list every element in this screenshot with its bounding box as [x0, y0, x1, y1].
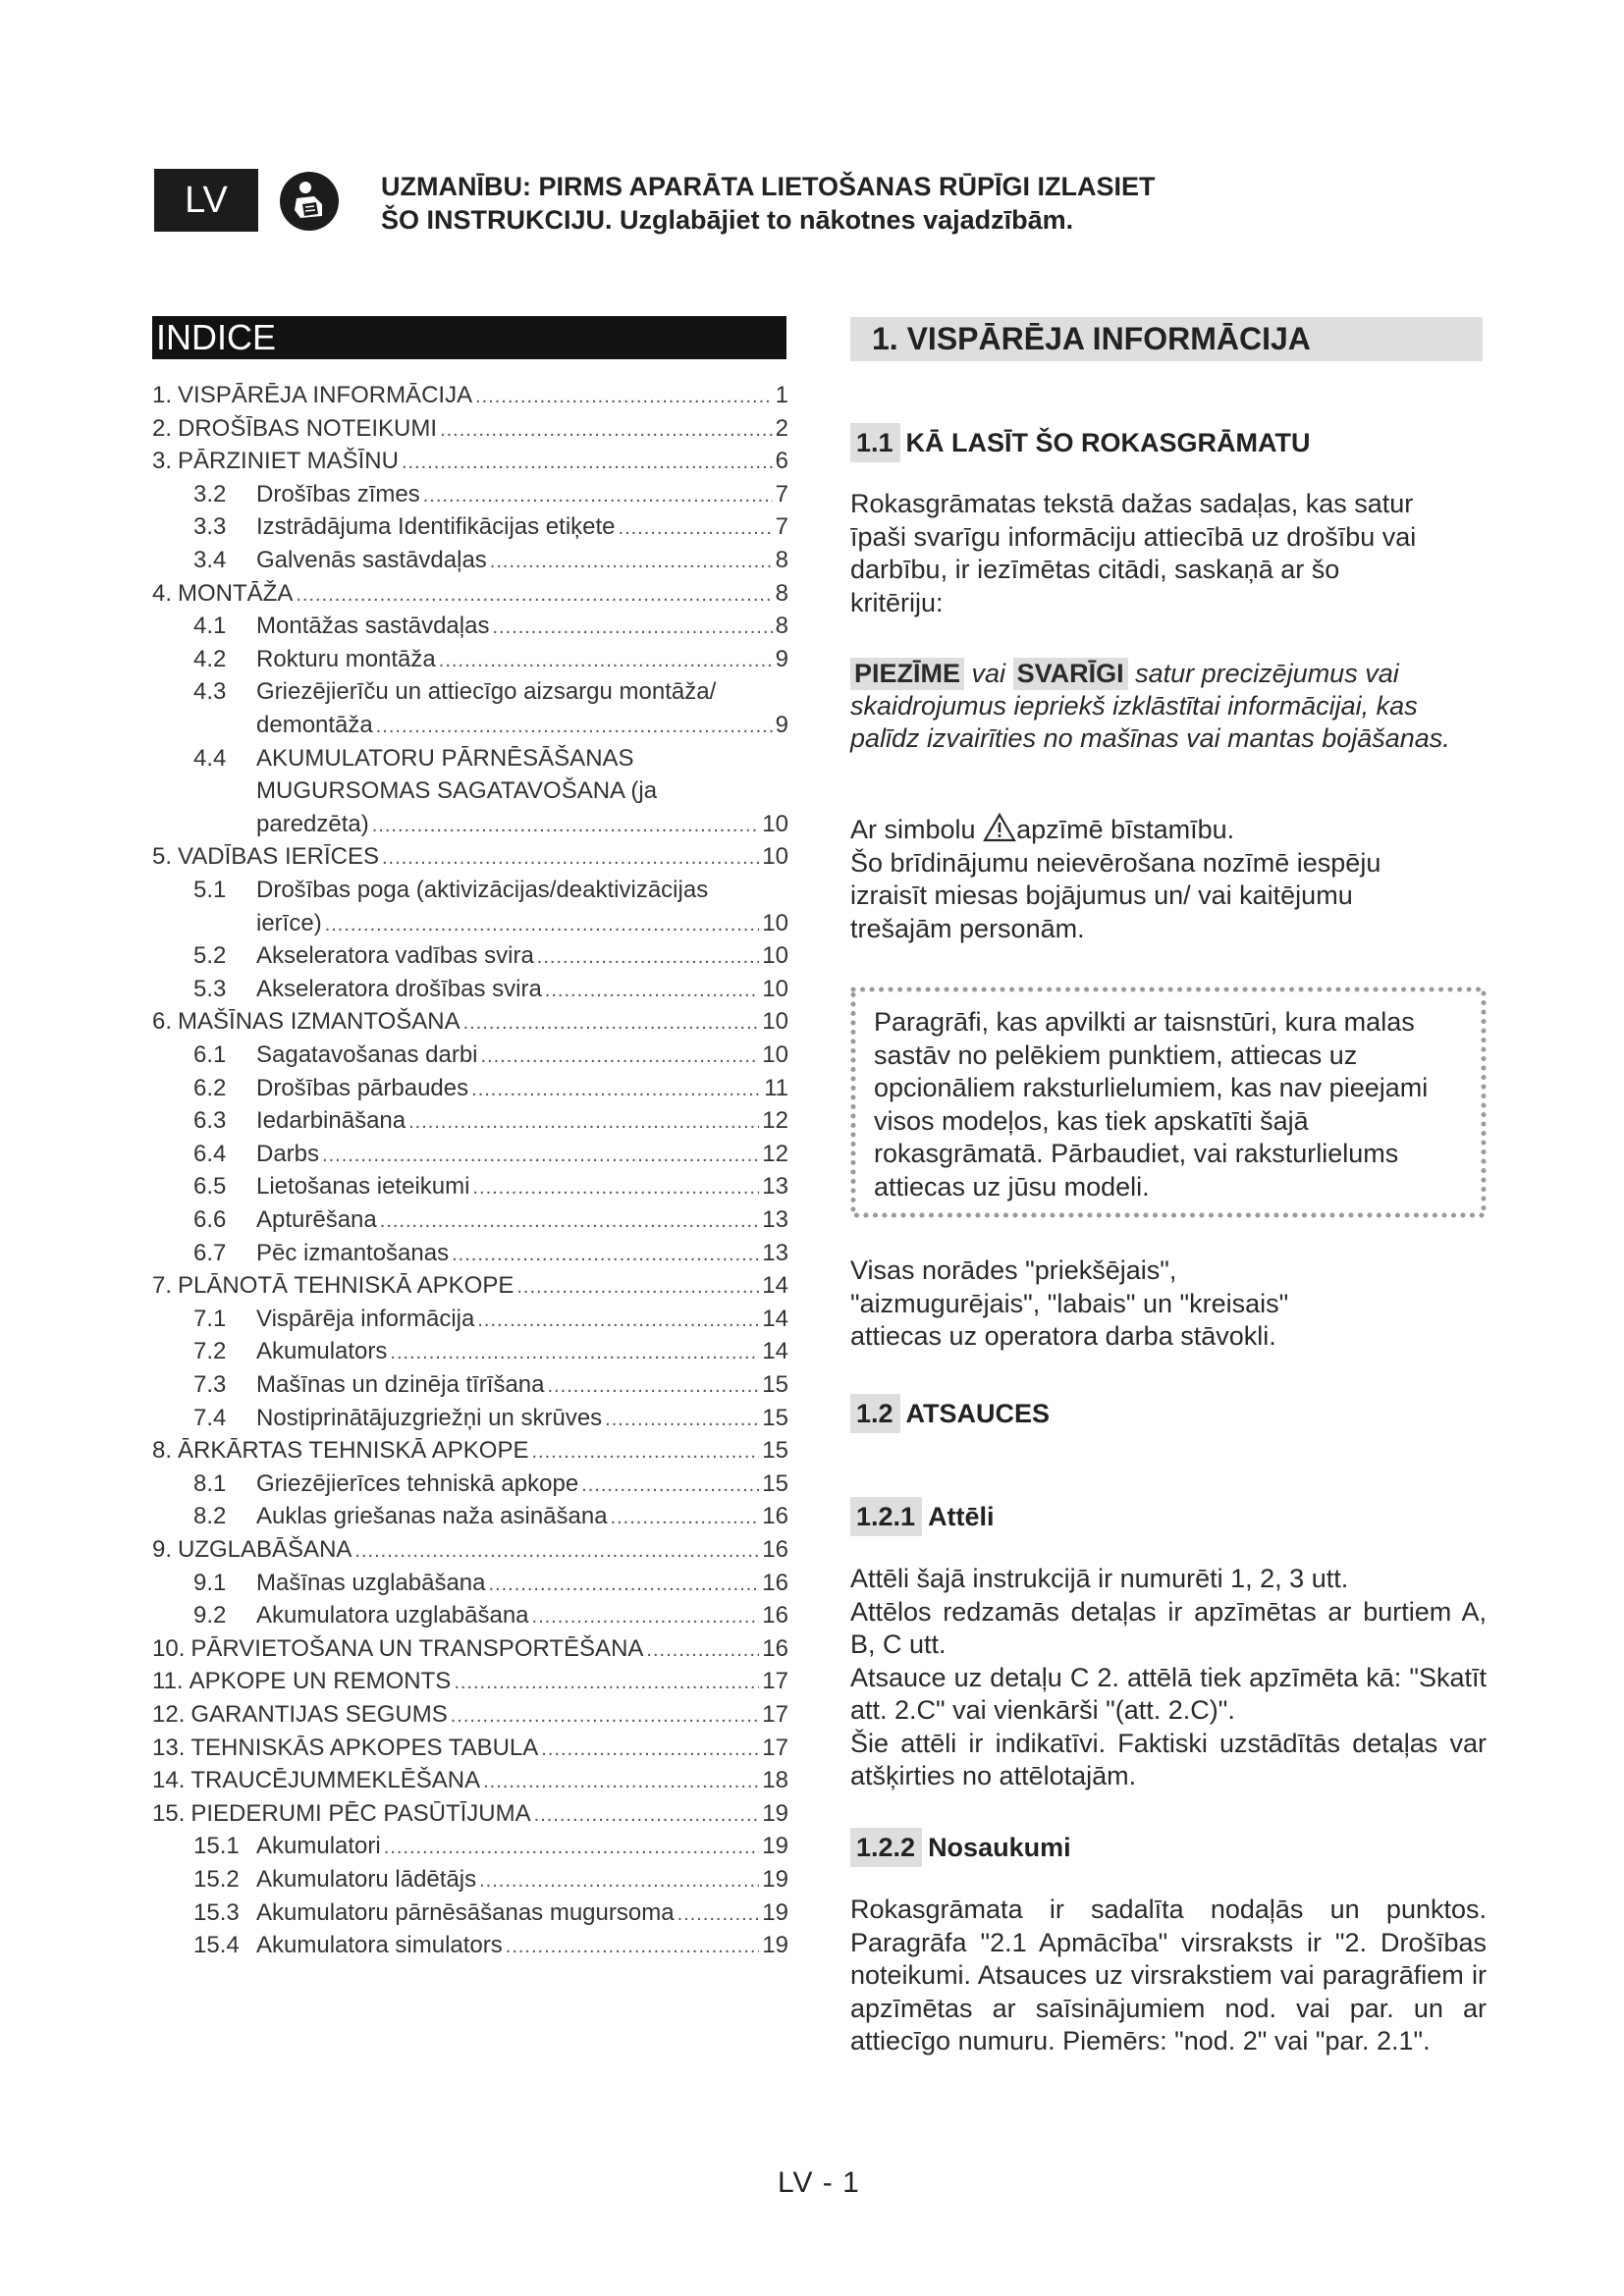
toc-leader-dots — [376, 716, 773, 738]
toc-entry — [193, 1470, 788, 1500]
toc-entry-number: 6.1 — [193, 1041, 227, 1068]
toc-entry-title: Darbs — [256, 1140, 320, 1167]
toc-entry-title: Izstrādājuma Identifikācijas etiķete — [256, 513, 616, 541]
toc-entry-title: PĀRZINIET MAŠĪNU — [178, 448, 399, 475]
toc-entry-number: 7.2 — [193, 1338, 227, 1365]
toc-entry — [193, 547, 788, 576]
toc-entry-title-continued: demontāža — [256, 712, 373, 738]
important-tag: SVARĪGI — [1013, 658, 1128, 690]
toc-entry — [193, 1833, 788, 1862]
toc-entry-number: 6.4 — [193, 1140, 227, 1167]
index-heading: INDICE — [152, 316, 786, 359]
toc-leader-dots — [382, 847, 759, 870]
toc-entry-title: Akumulatora uzglabāšana — [256, 1602, 529, 1629]
toc-entry — [193, 1932, 788, 1961]
toc-entry-page: 8 — [775, 579, 788, 607]
toc-entry — [152, 580, 788, 610]
toc-leader-dots — [619, 517, 773, 540]
toc-entry-title: ĀRKĀRTAS TEHNISKĀ APKOPE — [178, 1437, 529, 1465]
warning-line-1: UZMANĪBU: PIRMS APARĀTA LIETOŠANAS RŪPĪGI IZLASIET — [381, 172, 1156, 201]
toc-leader-dots — [390, 1342, 759, 1364]
toc-entry-page: 12 — [762, 1107, 788, 1135]
toc-entry-title-continued: ierīce) — [256, 909, 322, 936]
toc-entry-number: 4.1 — [193, 613, 227, 640]
optional-features-text: Paragrāfi, kas apvilkti ar taisnstūri, kura malas sastāv no pelēkiem punktiem, attiecas uz opcionāliem raksturlielumiem, kas nav pieejami visos modeļos, kas tiek apskatīti šajā rokasgrāmatā. Pārbaudiet, vai raksturlielums attiecas uz jūsu modeli. — [874, 1007, 1429, 1201]
toc-entry-title: Akseleratora drošības svira — [256, 975, 542, 1002]
toc-entry-number: 15.4 — [193, 1932, 240, 1959]
toc-entry — [152, 1635, 788, 1665]
toc-leader-dots — [475, 386, 773, 408]
toc-entry-page: 7 — [775, 480, 788, 507]
toc-entry-page: 16 — [762, 1536, 788, 1563]
toc-entry-title-continued: paredzēta) — [256, 810, 369, 837]
toc-entry-page: 7 — [775, 513, 788, 541]
toc-leader-dots — [384, 1837, 760, 1859]
toc-entry-continuation — [256, 811, 788, 840]
toc-entry-number: 6.7 — [193, 1239, 227, 1266]
toc-entry-number: 15. — [152, 1799, 186, 1827]
toc-entry — [193, 942, 788, 972]
toc-entry — [193, 1107, 788, 1137]
toc-entry-page: 10 — [762, 1008, 788, 1036]
toc-entry — [193, 1570, 788, 1599]
toc-entry — [193, 1371, 788, 1401]
toc-entry-number: 3. — [152, 448, 173, 475]
toc-entry — [152, 1701, 788, 1731]
toc-entry-number: 15.3 — [193, 1898, 240, 1926]
toc-entry-number: 4.3 — [193, 678, 227, 706]
toc-entry-title: UZGLABĀŠANA — [178, 1536, 352, 1563]
toc-entry-title: Nostiprinātājuzgriežņi un skrūves — [256, 1404, 603, 1431]
toc-entry — [193, 976, 788, 1005]
toc-entry-page: 17 — [762, 1668, 788, 1695]
toc-entry — [193, 513, 788, 543]
read-manual-icon — [279, 171, 340, 232]
toc-entry-page: 8 — [775, 613, 788, 640]
note-tag: PIEZĪME — [850, 658, 964, 690]
toc-entry-number: 5. — [152, 843, 173, 871]
toc-entry-number: 3.4 — [193, 547, 227, 573]
toc-leader-dots — [296, 584, 772, 607]
toc-entry-page: 13 — [762, 1239, 788, 1266]
toc-entry-page: 11 — [764, 1074, 788, 1101]
toc-entry — [152, 1735, 788, 1764]
toc-entry — [193, 613, 788, 642]
toc-entry — [193, 1075, 788, 1104]
toc-entry — [193, 745, 788, 774]
toc-entry-title: Lietošanas ieteikumi — [256, 1173, 470, 1201]
toc-entry — [152, 1008, 788, 1038]
toc-entry-number: 15.2 — [193, 1866, 240, 1893]
toc-entry-page: 9 — [775, 712, 788, 738]
toc-entry-page: 15 — [762, 1404, 788, 1431]
toc-entry-number: 9. — [152, 1536, 173, 1563]
toc-entry — [193, 678, 788, 708]
toc-entry-title-continued: MUGURSOMAS SAGATAVOŠANA (ja — [256, 777, 658, 805]
toc-entry — [152, 448, 788, 477]
toc-leader-dots — [372, 815, 760, 837]
toc-entry-number: 5.2 — [193, 942, 227, 970]
toc-entry-title: AKUMULATORU PĀRNĒSĀŠANAS — [256, 744, 634, 772]
toc-entry-title: Griezējierīces tehniskā apkope — [256, 1469, 579, 1497]
toc-entry-title: GARANTIJAS SEGUMS — [190, 1701, 448, 1728]
names-paragraph: Rokasgrāmata ir sadalīta nodaļās un punktos. Paragrāfa "2.1 Apmācība" virsraksts ir "2. Drošības noteikumi. Atsauces uz virsrakstiem vai paragrāfiem ir apzīmētas ar saīsinājumiem nod. vai par. un ar attiecīgo numuru. Piemērs: "nod. 2" vai "par. 2.1". — [850, 1895, 1487, 2056]
toc-entry-title: MONTĀŽA — [178, 579, 294, 607]
toc-entry — [193, 1306, 788, 1335]
toc-leader-dots — [611, 1507, 760, 1529]
toc-entry-title: Mašīnas uzglabāšana — [256, 1569, 486, 1596]
toc-leader-dots — [439, 650, 773, 672]
toc-entry-title: Rokturu montāža — [256, 645, 436, 672]
toc-entry-title: Akumulatora simulators — [256, 1932, 503, 1959]
toc-entry — [152, 1272, 788, 1302]
toc-entry — [152, 1767, 788, 1796]
toc-entry-page: 14 — [762, 1305, 788, 1332]
toc-leader-dots — [472, 1177, 759, 1200]
toc-entry-number: 12. — [152, 1701, 186, 1728]
toc-leader-dots — [463, 1012, 760, 1035]
toc-entry — [193, 481, 788, 510]
toc-entry-number: 11. — [152, 1668, 184, 1695]
toc-entry-number: 9.2 — [193, 1602, 227, 1629]
toc-entry-number: 8.1 — [193, 1469, 227, 1497]
toc-entry-title: Pēc izmantošanas — [256, 1239, 450, 1266]
toc-leader-dots — [479, 1870, 759, 1893]
toc-entry-title: Montāžas sastāvdaļas — [256, 613, 490, 640]
toc-leader-dots — [488, 1574, 759, 1596]
toc-leader-dots — [483, 1771, 759, 1793]
toc-entry — [152, 1437, 788, 1467]
toc-entry-page: 18 — [762, 1767, 788, 1794]
toc-entry-number: 15.1 — [193, 1833, 240, 1860]
toc-entry — [152, 382, 788, 411]
toc-entry-title: TRAUCĒJUMMEKLĒŠANA — [190, 1767, 481, 1794]
toc-entry-page: 19 — [762, 1833, 788, 1860]
toc-entry-number: 8. — [152, 1437, 173, 1465]
subsection-1-2-1-heading: 1.2.1 Attēli — [850, 1497, 995, 1536]
warning-triangle-icon — [983, 813, 1016, 842]
subsection-1-2-heading: 1.2 ATSAUCES — [850, 1394, 1050, 1433]
toc-leader-dots — [506, 1936, 760, 1958]
toc-entry — [193, 1041, 788, 1071]
toc-entry-number: 6.5 — [193, 1173, 227, 1201]
toc-entry — [193, 1405, 788, 1434]
toc-entry-title: VISPĀRĒJA INFORMĀCIJA — [178, 382, 473, 408]
toc-leader-dots — [454, 1672, 759, 1694]
toc-entry — [193, 1503, 788, 1532]
toc-entry-number: 13. — [152, 1734, 186, 1761]
toc-entry-page: 2 — [775, 414, 788, 442]
toc-leader-dots — [452, 1244, 759, 1266]
toc-entry-continuation — [256, 777, 788, 807]
toc-entry-title: Griezējierīču un attiecīgo aizsargu montāža/ — [256, 678, 717, 706]
toc-entry — [193, 646, 788, 675]
toc-entry-title: Galvenās sastāvdaļas — [256, 547, 487, 573]
toc-entry-page: 17 — [762, 1734, 788, 1761]
toc-entry — [152, 1668, 788, 1697]
toc-entry — [193, 1602, 788, 1631]
toc-entry-page: 10 — [762, 975, 788, 1002]
toc-entry — [193, 1206, 788, 1236]
toc-entry-number: 2. — [152, 414, 173, 442]
toc-entry-number: 4.4 — [193, 744, 227, 772]
toc-entry-page: 14 — [762, 1338, 788, 1365]
toc-entry-title: Vispārēja informācija — [256, 1305, 475, 1332]
danger-paragraph: Ar simbolu apzīmē bīstamību. Šo brīdinājumu neievērošana nozīmē iespēju izraisīt miesas bojājumus un/ vai kaitējumu trešajām personām. — [850, 815, 1381, 943]
toc-entry-page: 10 — [762, 843, 788, 871]
toc-leader-dots — [677, 1903, 760, 1926]
toc-leader-dots — [581, 1474, 759, 1497]
toc-entry-number: 3.2 — [193, 480, 227, 507]
toc-leader-dots — [492, 616, 772, 639]
toc-entry — [152, 415, 788, 445]
toc-entry-title: Apturēšana — [256, 1206, 377, 1233]
toc-leader-dots — [545, 980, 760, 1002]
toc-leader-dots — [534, 1804, 760, 1827]
toc-entry-page: 15 — [762, 1437, 788, 1465]
toc-entry-page: 15 — [762, 1469, 788, 1497]
toc-leader-dots — [325, 914, 760, 936]
toc-entry — [193, 877, 788, 906]
warning-line-2: ŠO INSTRUKCIJU. Uzglabājiet to nākotnes vajadzībām. — [381, 205, 1074, 235]
toc-leader-dots — [471, 1079, 761, 1101]
toc-entry-page: 9 — [775, 645, 788, 672]
toc-leader-dots — [516, 1276, 759, 1299]
toc-entry — [193, 1338, 788, 1367]
toc-entry-title: Mašīnas un dzinēja tīrīšana — [256, 1371, 545, 1398]
toc-entry-page: 14 — [762, 1272, 788, 1300]
toc-entry — [193, 1899, 788, 1929]
toc-entry-title: PĀRVIETOŠANA UN TRANSPORTĒŠANA — [190, 1634, 644, 1662]
toc-leader-dots — [322, 1145, 759, 1167]
section-1-heading: 1. VISPĀRĒJA INFORMĀCIJA — [850, 317, 1483, 361]
page-number: LV - 1 — [778, 2166, 860, 2199]
toc-entry-title: PIEDERUMI PĒC PASŪTĪJUMA — [190, 1799, 531, 1827]
toc-entry-page: 13 — [762, 1173, 788, 1201]
toc-leader-dots — [408, 1111, 759, 1134]
toc-entry-number: 6. — [152, 1008, 173, 1036]
toc-entry-title: Drošības pārbaudes — [256, 1074, 469, 1101]
toc-entry-title: Auklas griešanas naža asināšana — [256, 1503, 608, 1530]
directions-paragraph: Visas norādes "priekšējais", "aizmugurējais", "labais" un "kreisais" attiecas uz operatora darba stāvokli. — [850, 1255, 1289, 1351]
toc-entry-number: 14. — [152, 1767, 186, 1794]
toc-leader-dots — [354, 1540, 759, 1563]
toc-entry — [152, 1800, 788, 1830]
toc-entry-number: 4. — [152, 579, 173, 607]
toc-entry-number: 8.2 — [193, 1503, 227, 1530]
toc-entry-title: APKOPE UN REMONTS — [189, 1668, 452, 1695]
toc-entry-number: 7.3 — [193, 1371, 227, 1398]
toc-entry-number: 6.2 — [193, 1074, 227, 1101]
toc-entry-number: 10. — [152, 1634, 186, 1662]
toc-entry-page: 13 — [762, 1206, 788, 1233]
toc-entry-page: 10 — [762, 810, 788, 837]
toc-entry-title: Drošības poga (aktivizācijas/deaktivizācijas — [256, 877, 709, 903]
toc-entry-page: 16 — [762, 1634, 788, 1662]
toc-entry-title: PLĀNOTĀ TEHNISKĀ APKOPE — [178, 1272, 514, 1300]
toc-entry-continuation — [256, 910, 788, 939]
toc-entry-page: 6 — [775, 448, 788, 475]
subsection-1-2-2-heading: 1.2.2 Nosaukumi — [850, 1828, 1071, 1867]
toc-entry — [152, 843, 788, 873]
toc-leader-dots — [402, 452, 773, 474]
toc-entry — [193, 1173, 788, 1202]
toc-entry-page: 19 — [762, 1866, 788, 1893]
toc-entry-number: 1. — [152, 382, 173, 408]
optional-features-box — [850, 987, 1487, 1218]
toc-entry-title: DROŠĪBAS NOTEIKUMI — [178, 414, 438, 442]
toc-entry-page: 12 — [762, 1140, 788, 1167]
toc-leader-dots — [531, 1441, 759, 1464]
toc-leader-dots — [481, 1045, 760, 1068]
toc-leader-dots — [423, 485, 773, 507]
figures-paragraph: Attēli šajā instrukcijā ir numurēti 1, 2, 3 utt. Attēlos redzamās detaļas ir apzīmētas ar burtiem A, B, C utt. Atsauce uz detaļu C 2. attēlā tiek apzīmēta kā: "Skatīt att. 2.C" vai vienkārši "(att. 2.C)". Šie attēli ir indikatīvi. Faktiski uzstādītās detaļas var atšķirties no attēlotajām. — [850, 1564, 1487, 1790]
toc-leader-dots — [490, 551, 773, 573]
toc-entry-page: 8 — [775, 547, 788, 573]
toc-entry-number: 7. — [152, 1272, 173, 1300]
toc-leader-dots — [605, 1409, 759, 1431]
toc-leader-dots — [477, 1309, 759, 1332]
toc-entry — [193, 1141, 788, 1170]
toc-entry-title: MAŠĪNAS IZMANTOŠANA — [178, 1008, 460, 1036]
note-paragraph: PIEZĪME vai SVARĪGI satur precizējumus vai skaidrojumus iepriekš izklāstītai informācijai, kas palīdz izvairīties no mašīnas vai mantas bojāšanas. — [850, 659, 1450, 753]
toc-entry-page: 19 — [762, 1932, 788, 1959]
toc-entry-number: 9.1 — [193, 1569, 227, 1596]
toc-entry-title: Iedarbināšana — [256, 1107, 406, 1135]
toc-entry-page: 16 — [762, 1602, 788, 1629]
toc-leader-dots — [646, 1639, 759, 1662]
toc-entry — [193, 1240, 788, 1269]
toc-leader-dots — [440, 419, 773, 442]
toc-entry-title: Sagatavošanas darbi — [256, 1041, 478, 1068]
toc-entry-page: 10 — [762, 1041, 788, 1068]
toc-entry-page: 16 — [762, 1569, 788, 1596]
toc-entry-title: VADĪBAS IERĪCES — [178, 843, 379, 871]
toc-entry-title: Akumulatoru pārnēsāšanas mugursoma — [256, 1898, 675, 1926]
toc-entry-number: 3.3 — [193, 513, 227, 541]
toc-leader-dots — [532, 1606, 760, 1629]
toc-leader-dots — [541, 1738, 759, 1761]
toc-entry-page: 1 — [775, 382, 788, 408]
toc-entry-title: Akseleratora vadības svira — [256, 942, 534, 970]
toc-entry-number: 5.1 — [193, 877, 227, 903]
toc-entry — [152, 1536, 788, 1566]
toc-entry-page: 15 — [762, 1371, 788, 1398]
toc-entry-page: 19 — [762, 1898, 788, 1926]
toc-entry-number: 5.3 — [193, 975, 227, 1002]
toc-leader-dots — [548, 1375, 760, 1398]
language-badge: LV — [154, 169, 258, 232]
toc-entry-title: Akumulatori — [256, 1833, 381, 1860]
toc-entry-number: 6.6 — [193, 1206, 227, 1233]
toc-entry-number: 6.3 — [193, 1107, 227, 1135]
toc-entry — [193, 1866, 788, 1896]
toc-entry-continuation — [256, 712, 788, 741]
toc-entry-page: 16 — [762, 1503, 788, 1530]
toc-entry-page: 17 — [762, 1701, 788, 1728]
toc-leader-dots — [380, 1210, 760, 1233]
toc-entry-number: 4.2 — [193, 645, 227, 672]
toc-entry-title: TEHNISKĀS APKOPES TABULA — [190, 1734, 539, 1761]
toc-entry-page: 19 — [762, 1799, 788, 1827]
toc-entry-title: Drošības zīmes — [256, 480, 420, 507]
toc-entry-page: 10 — [762, 942, 788, 970]
toc-entry-number: 7.4 — [193, 1404, 227, 1431]
intro-paragraph: Rokasgrāmatas tekstā dažas sadaļas, kas satur īpaši svarīgu informāciju attiecībā uz drošību vai darbību, ir iezīmētas citādi, saskaņā ar šo kritēriju: — [850, 489, 1417, 617]
toc-entry-page: 10 — [762, 909, 788, 936]
toc-leader-dots — [537, 946, 760, 969]
toc-entry-title: Akumulatoru lādētājs — [256, 1866, 477, 1893]
toc-leader-dots — [451, 1705, 760, 1728]
subsection-1-1-heading: 1.1 KĀ LASĪT ŠO ROKASGRĀMATU — [850, 423, 1311, 462]
toc-entry-number: 7.1 — [193, 1305, 227, 1332]
toc-entry-title: Akumulators — [256, 1338, 388, 1365]
warning-heading — [381, 170, 1324, 237]
